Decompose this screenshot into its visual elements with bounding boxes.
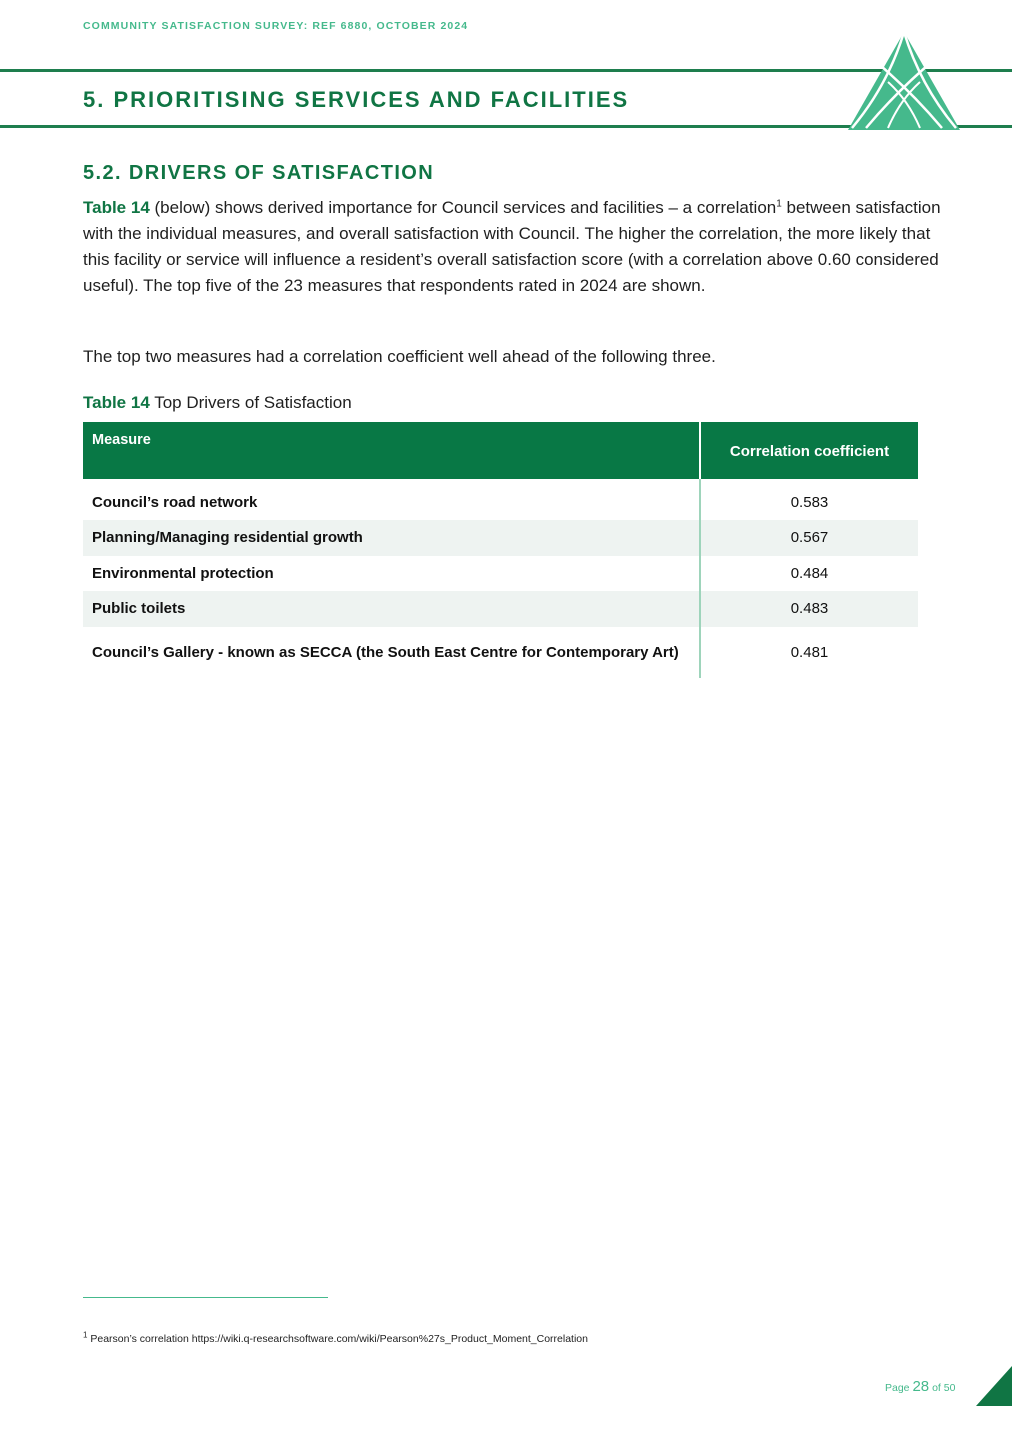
council-logo-icon bbox=[848, 30, 960, 130]
intro-paragraph bbox=[83, 195, 943, 299]
table-row bbox=[83, 556, 918, 592]
table-row bbox=[83, 520, 918, 556]
page-number bbox=[885, 1378, 955, 1395]
drivers-table bbox=[83, 422, 918, 678]
measure-cell: Council’s Gallery - known as SECCA (the South East Centre for Contemporary Art) bbox=[92, 643, 679, 661]
page-total: 50 bbox=[943, 1382, 956, 1394]
value-cell: 0.583 bbox=[700, 479, 918, 520]
header-measure: Measure bbox=[83, 422, 700, 479]
caption-ref: Table 14 bbox=[83, 393, 150, 412]
intro-text-b: between satisfaction with the individual measures, and overall satisfaction with Council. The higher the correlation, the more likely that this facility or service will influence a resident’s overall satisfaction score (with a correlation above 0.60 considered useful). The top five of the 23 measures that respondents rated in 2024 are shown. bbox=[83, 198, 941, 295]
summary-paragraph: The top two measures had a correlation coefficient well ahead of the following three. bbox=[83, 347, 716, 366]
footnote-divider bbox=[83, 1297, 328, 1298]
value-cell: 0.567 bbox=[700, 520, 918, 556]
measure-cell: Public toilets bbox=[83, 591, 700, 627]
page-label: Page bbox=[885, 1382, 910, 1394]
footnote bbox=[83, 1330, 588, 1345]
value-cell: 0.481 bbox=[700, 627, 918, 678]
measure-cell: Council’s road network bbox=[92, 493, 258, 511]
footnote-number: 1 bbox=[83, 1330, 88, 1340]
caption-text: Top Drivers of Satisfaction bbox=[149, 393, 352, 412]
table-row bbox=[83, 479, 918, 520]
page-of-label: of bbox=[932, 1382, 941, 1394]
intro-text-a: (below) shows derived importance for Council services and facilities – a correlation bbox=[149, 198, 777, 217]
footnote-text: Pearson’s correlation https://wiki.q-researchsoftware.com/wiki/Pearson%27s_Product_Moment_Correlation bbox=[90, 1333, 588, 1345]
table-header-row bbox=[83, 422, 918, 479]
subsection-title: 5.2. DRIVERS OF SATISFACTION bbox=[83, 162, 435, 184]
table-row bbox=[83, 627, 918, 678]
value-cell: 0.484 bbox=[700, 556, 918, 592]
table-caption bbox=[83, 391, 352, 415]
table-reference: Table 14 bbox=[83, 198, 150, 217]
table-row bbox=[83, 591, 918, 627]
value-cell: 0.483 bbox=[700, 591, 918, 627]
section-title: 5. PRIORITISING SERVICES AND FACILITIES bbox=[83, 87, 630, 112]
corner-accent-icon bbox=[976, 1366, 1012, 1406]
measure-cell: Planning/Managing residential growth bbox=[83, 520, 700, 556]
measure-cell: Environmental protection bbox=[92, 564, 274, 582]
footnote-marker: 1 bbox=[776, 198, 782, 210]
page-current: 28 bbox=[912, 1378, 930, 1395]
header-correlation: Correlation coefficient bbox=[700, 422, 918, 479]
running-header: COMMUNITY SATISFACTION SURVEY: REF 6880, OCTOBER 2024 bbox=[83, 20, 469, 32]
